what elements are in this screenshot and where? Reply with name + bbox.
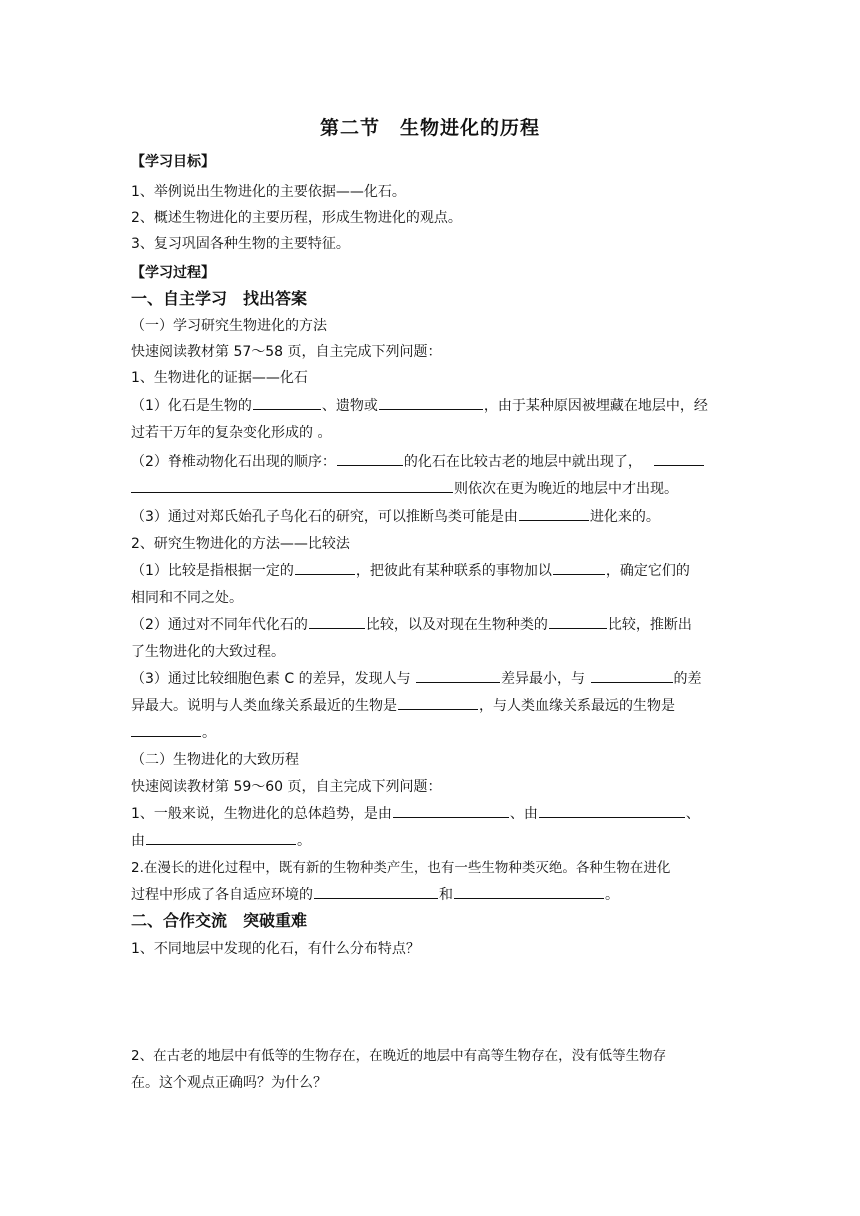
question-line: （3）通过比较细胞色素 C 的差异，发现人与 差异最小，与 的差: [131, 668, 731, 690]
question-line: 。: [131, 722, 731, 744]
answer-blank[interactable]: [309, 614, 365, 629]
answer-blank[interactable]: [416, 668, 500, 683]
answer-blank[interactable]: [393, 803, 509, 818]
goals-heading: 【学习目标】: [131, 154, 215, 170]
answer-blank[interactable]: [295, 560, 355, 575]
part1-heading: 一、自主学习 找出答案: [131, 289, 308, 308]
answer-blank[interactable]: [398, 695, 478, 710]
answer-blank[interactable]: [314, 884, 438, 899]
answer-blank[interactable]: [549, 614, 607, 629]
page-title: 第二节 生物进化的历程: [319, 117, 540, 139]
goal-item-3: 3、复习巩固各种生物的主要特征。: [131, 236, 350, 252]
question-line: 1、一般来说，生物进化的总体趋势，是由 、由 、: [131, 803, 731, 825]
question-line: （1）化石是生物的 、遗物或 ，由于某种原因被埋藏在地层中，经: [131, 395, 731, 417]
sub1-heading: （一）学习研究生物进化的方法: [131, 318, 327, 334]
part2-heading: 二、合作交流 突破重难: [131, 911, 308, 930]
answer-blank[interactable]: [131, 722, 201, 737]
answer-blank[interactable]: [337, 451, 403, 466]
goal-item-1: 1、举例说出生物进化的主要依据——化石。: [131, 184, 406, 200]
process-heading: 【学习过程】: [131, 265, 215, 281]
answer-blank[interactable]: [379, 395, 483, 410]
question-line: （2）脊椎动物化石出现的顺序： 的化石在比较古老的地层中就出现了，: [131, 451, 731, 473]
question-line: （3）通过对郑氏始孔子鸟化石的研究，可以推断鸟类可能是由 进化来的。: [131, 506, 731, 528]
item2-title: 2、研究生物进化的方法——比较法: [131, 536, 350, 552]
question-line: （2）通过对不同年代化石的 比较，以及对现在生物种类的 比较，推断出: [131, 614, 731, 636]
answer-blank[interactable]: [654, 451, 704, 466]
item1-title: 1、生物进化的证据——化石: [131, 370, 308, 386]
question-line: （1）比较是指根据一定的 ，把彼此有某种联系的事物加以 ，确定它们的: [131, 560, 731, 582]
question-line: 过程中形成了各自适应环境的 和 。: [131, 884, 731, 906]
answer-blank[interactable]: [146, 830, 296, 845]
sub1-reading: 快速阅读教材第 57～58 页，自主完成下列问题：: [131, 344, 442, 360]
question-line: 过若干万年的复杂变化形成的 。: [131, 425, 332, 441]
answer-blank[interactable]: [591, 668, 673, 683]
answer-blank[interactable]: [253, 395, 321, 410]
goal-item-2: 2、概述生物进化的主要历程，形成生物进化的观点。: [131, 210, 462, 226]
answer-blank[interactable]: [131, 478, 453, 493]
question-line: 由 。: [131, 830, 731, 852]
answer-blank[interactable]: [553, 560, 605, 575]
sub2-heading: （二）生物进化的大致历程: [131, 752, 299, 768]
question-line: 2.在漫长的进化过程中，既有新的生物种类产生，也有一些生物种类灭绝。各种生物在进化: [131, 860, 671, 876]
discussion-question-1: 1、不同地层中发现的化石，有什么分布特点？: [131, 941, 420, 957]
sub2-reading: 快速阅读教材第 59～60 页，自主完成下列问题：: [131, 779, 442, 795]
answer-blank[interactable]: [519, 506, 589, 521]
question-line: 异最大。说明与人类血缘关系最近的生物是 ，与人类血缘关系最远的生物是: [131, 695, 731, 717]
answer-blank[interactable]: [454, 884, 604, 899]
question-line: 相同和不同之处。: [131, 590, 243, 606]
question-line: 了生物进化的大致过程。: [131, 644, 285, 660]
discussion-question-2: 2、在古老的地层中有低等的生物存在，在晚近的地层中有高等生物存在，没有低等生物存: [131, 1048, 667, 1064]
answer-blank[interactable]: [539, 803, 685, 818]
question-line: 则依次在更为晚近的地层中才出现。: [131, 478, 731, 500]
discussion-question-2-cont: 在。这个观点正确吗？为什么？: [131, 1075, 327, 1091]
